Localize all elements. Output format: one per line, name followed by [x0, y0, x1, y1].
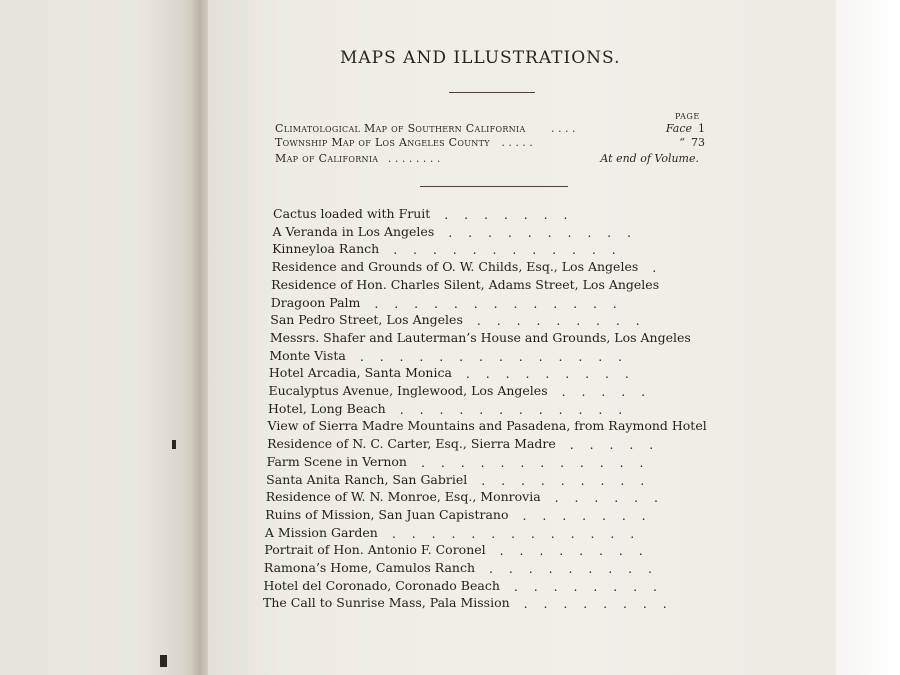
leader-dots: . . . . . . . . — [387, 152, 441, 165]
illustration-title: A Veranda in Los Angeles — [272, 223, 435, 239]
illustration-title: Residence and Grounds of O. W. Childs, Esq., Los Angeles — [271, 259, 639, 275]
map-page-label: Face — [665, 122, 692, 135]
illustration-title: Eucalyptus Avenue, Inglewood, Los Angeles — [268, 383, 548, 398]
illustration-title: Hotel, Long Beach — [268, 400, 386, 416]
leader-dots: . . . . . . . . . — [476, 313, 656, 329]
map-page-label: “ — [679, 136, 685, 149]
map-page — [679, 136, 705, 149]
binding-stitch — [172, 440, 176, 449]
leader-dots: . . . . . — [501, 136, 533, 149]
map-title: Township Map of Los Angeles County — [275, 136, 490, 149]
illustration-title: Messrs. Shafer and Lauterman’s House and Grounds, Los Angeles — [269, 329, 691, 345]
illustration-title: Hotel del Coronado, Coronado Beach — [263, 577, 500, 593]
leader-dots: . . . . . . . . — [523, 596, 683, 612]
illustration-entry — [266, 472, 467, 487]
illustration-entry — [268, 383, 547, 398]
illustration-title: Dragoon Palm — [270, 294, 361, 310]
map-page — [600, 152, 705, 165]
illustration-entry — [264, 560, 475, 575]
illustration-entry — [264, 542, 485, 557]
leader-dots: . . . . . . . . . . . . — [399, 401, 639, 417]
illustration-entry — [265, 525, 378, 540]
leader-dots: . . . . . . — [554, 490, 674, 506]
illustration-entry — [273, 206, 430, 221]
leader-dots: . . . . . . . . . . — [448, 224, 647, 240]
illustration-title: Residence of W. N. Monroe, Esq., Monrovia — [265, 489, 541, 505]
illustration-entry — [271, 295, 361, 310]
illustration-entry — [265, 507, 508, 522]
leader-dots: . . . . . — [561, 384, 661, 399]
map-entry — [275, 122, 705, 135]
illustration-title: Santa Anita Ranch, San Gabriel — [266, 471, 468, 487]
illustration-title: Residence of Hon. Charles Silent, Adams Street, Los Angeles — [271, 276, 660, 292]
leader-dots: . . . . . . . . . . . . — [421, 454, 660, 470]
illustration-entry — [267, 436, 556, 451]
illustration-entry — [269, 348, 345, 363]
illustration-entry — [273, 224, 435, 239]
illustration-entry — [270, 312, 463, 327]
leader-dots: . . . . . . . . — [513, 578, 673, 594]
map-page-number: 1 — [698, 122, 705, 135]
illustration-title: Ruins of Mission, San Juan Capistrano — [265, 506, 509, 522]
leader-dots: . . . . . . . . — [499, 543, 659, 559]
map-entry — [275, 152, 705, 165]
illustration-title: View of Sierra Madre Mountains and Pasadena, from Raymond Hotel — [267, 418, 707, 434]
illustration-title: The Call to Sunrise Mass, Pala Mission — [263, 595, 510, 611]
leader-dots: . . . . . . . . . . . . . . — [359, 348, 638, 364]
binding-stitch — [160, 655, 167, 667]
illustration-title: Cactus loaded with Fruit — [273, 206, 431, 221]
page-title: MAPS AND ILLUSTRATIONS. — [340, 48, 621, 68]
page-column-header: PAGE — [675, 112, 700, 121]
map-title: Map of California — [275, 152, 379, 165]
leader-dots: . . . . . . . . . . . . — [393, 242, 632, 258]
title-rule — [449, 92, 535, 93]
illustration-entry — [267, 454, 407, 469]
illustration-title: Hotel Arcadia, Santa Monica — [268, 365, 452, 381]
section-rule — [420, 186, 568, 187]
illustration-title: A Mission Garden — [264, 524, 378, 540]
illustration-title: Farm Scene in Vernon — [266, 453, 407, 469]
illustration-entry — [272, 241, 379, 256]
illustration-entry — [271, 277, 659, 292]
background — [836, 0, 900, 675]
illustration-entry — [270, 330, 691, 345]
illustration-entry — [269, 365, 452, 380]
leader-dots: . — [652, 260, 673, 276]
leader-dots: . . . . . . . . . . . . . — [374, 295, 633, 311]
illustration-entry — [268, 401, 386, 416]
leader-dots: . . . . . . . . . — [481, 472, 661, 488]
illustration-entry — [266, 489, 541, 504]
map-title: Climatological Map of Southern California — [275, 122, 526, 135]
leader-dots: . . . . — [551, 122, 576, 135]
illustration-title: Ramona’s Home, Camulos Ranch — [263, 560, 476, 575]
illustration-entry — [263, 595, 510, 610]
illustration-title: Monte Vista — [269, 347, 346, 363]
map-page-label: At end of Volume. — [600, 152, 699, 165]
leader-dots: . . . . . . . . . — [465, 366, 645, 382]
leader-dots: . . . . . — [569, 437, 670, 453]
map-entry — [275, 136, 705, 149]
map-page — [666, 122, 705, 135]
leader-dots: . . . . . . . . . — [489, 561, 668, 576]
illustration-title: Kinneyloa Ranch — [272, 241, 380, 257]
illustration-entry — [268, 418, 707, 433]
map-page-number: 73 — [691, 136, 705, 149]
illustration-entry — [263, 578, 499, 593]
illustration-title: San Pedro Street, Los Angeles — [270, 312, 463, 328]
illustration-title: Residence of N. C. Carter, Esq., Sierra Madre — [267, 436, 556, 452]
leader-dots: . . . . . . . — [522, 507, 662, 523]
leader-dots: . . . . . . . — [444, 207, 584, 222]
leader-dots: . . . . . . . . . . . . . — [391, 525, 651, 541]
left-page — [0, 0, 200, 675]
illustration-entry — [272, 259, 639, 274]
illustration-title: Portrait of Hon. Antonio F. Coronel — [264, 542, 486, 558]
